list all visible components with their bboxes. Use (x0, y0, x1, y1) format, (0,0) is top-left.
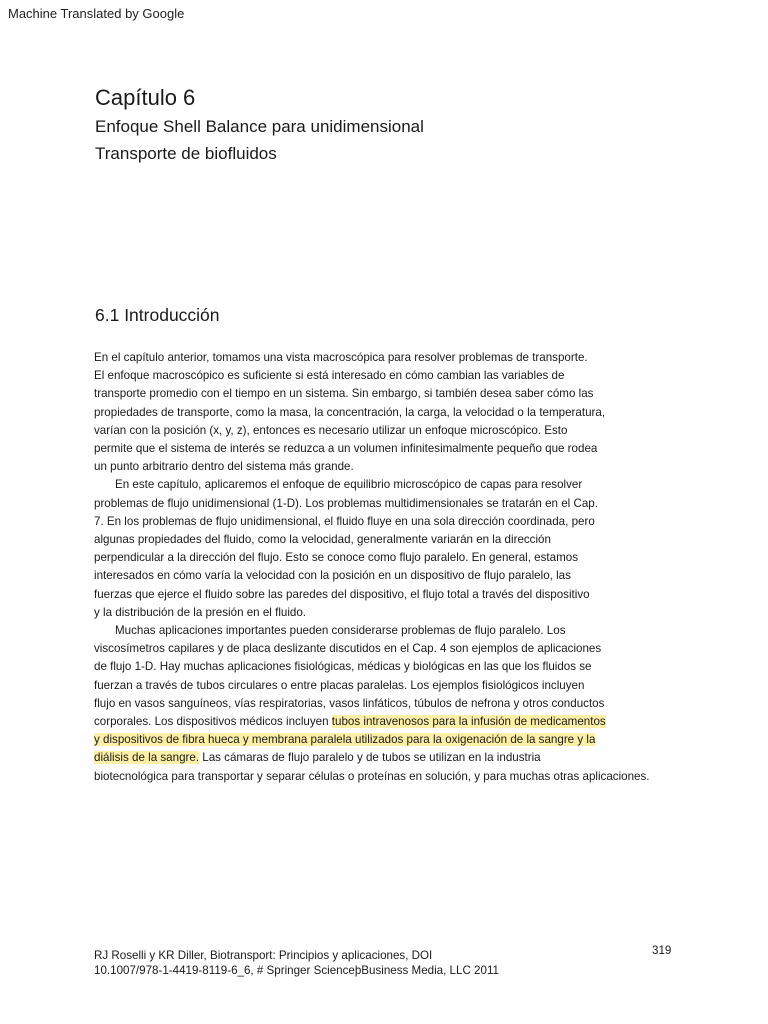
section-heading: 6.1 Introducción (95, 305, 220, 325)
body-line: y la distribución de la presión en el fluido. (94, 605, 307, 619)
highlighted-text: tubos intravenosos para la infusión de medicamentos (331, 715, 606, 729)
body-line: fuerzan a través de tubos circulares o entre placas paralelas. Los ejemplos fisiológicos incluyen (94, 678, 585, 692)
body-line: perpendicular a la dirección del flujo. Esto se conoce como flujo paralelo. En general, estamos (94, 551, 578, 565)
highlighted-text: y dispositivos de fibra hueca y membrana paralela utilizados para la oxigenación de la sangre y la (94, 733, 596, 747)
citation-line-2: 10.1007/978-1-4419-8119-6_6, # Springer ScienceþBusiness Media, LLC 2011 (94, 964, 499, 977)
body-line: biotecnológica para transportar y separar células o proteínas en solución, y para muchas otras aplicaciones. (94, 769, 650, 783)
body-line: En el capítulo anterior, tomamos una vista macroscópica para resolver problemas de transporte. (94, 351, 588, 364)
body-line: viscosímetros capilares y de placa deslizante discutidos en el Cap. 4 son ejemplos de aplicaciones (94, 642, 602, 656)
body-line: transporte promedio con el tiempo en un sistema. Sin embargo, si también desea saber cómo las (94, 387, 594, 401)
body-line: varían con la posición (x, y, z), entonces es necesario utilizar un enfoque microscópico. Esto (94, 423, 568, 437)
body-line: de flujo 1-D. Hay muchas aplicaciones fisiológicas, médicas y biológicas en las que los fluidos se (94, 660, 592, 674)
body-line: Muchas aplicaciones importantes pueden considerarse problemas de flujo paralelo. Los (115, 624, 566, 638)
body-line: En este capítulo, aplicaremos el enfoque de equilibrio microscópico de capas para resolver (115, 478, 583, 492)
body-line: El enfoque macroscópico es suficiente si está interesado en cómo cambian las variables de (94, 369, 565, 383)
plain-text: corporales. Los dispositivos médicos incluyen (94, 715, 332, 729)
chapter-title-line-1: Enfoque Shell Balance para unidimensional (95, 117, 424, 136)
body-line: algunas propiedades del fluido, como la velocidad, generalmente variarán en la dirección (94, 533, 551, 547)
body-line-with-highlight (94, 749, 744, 767)
page-number: 319 (652, 944, 672, 957)
citation-footer (94, 948, 499, 978)
body-line: permite que el sistema de interés se reduzca a un volumen infinitesimalmente pequeño que rodea (94, 442, 598, 456)
body-line-with-highlight (94, 713, 744, 731)
body-line: un punto arbitrario dentro del sistema más grande. (94, 460, 354, 474)
plain-text: Las cámaras de flujo paralelo y de tubos se utilizan en la industria (199, 751, 541, 765)
body-line: problemas de flujo unidimensional (1-D). Los problemas multidimensionales se tratarán en el Cap. (94, 496, 598, 510)
body-line: interesados en cómo varía la velocidad con la posición en un dispositivo de flujo paralelo, las (94, 569, 571, 583)
machine-translation-banner: Machine Translated by Google (8, 6, 185, 21)
citation-line-1: RJ Roselli y KR Diller, Biotransport: Principios y aplicaciones, DOI (94, 949, 433, 962)
chapter-title-line-2: Transporte de biofluidos (95, 144, 277, 163)
body-line: flujo en vasos sanguíneos, vías respiratorias, vasos linfáticos, túbulos de nefrona y otros conductos (94, 696, 605, 710)
body-text (94, 349, 744, 786)
body-line: 7. En los problemas de flujo unidimensional, el fluido fluye en una sola dirección coordinada, pero (94, 514, 595, 528)
chapter-label: Capítulo 6 (95, 85, 196, 110)
body-line: propiedades de transporte, como la masa, la concentración, la carga, la velocidad o la temperatura, (94, 405, 606, 419)
highlighted-text: diálisis de la sangre. (94, 751, 200, 765)
body-line-with-highlight (94, 731, 744, 749)
body-line: fuerzas que ejerce el fluido sobre las paredes del dispositivo, el flujo total a través del dispositivo (94, 587, 590, 601)
